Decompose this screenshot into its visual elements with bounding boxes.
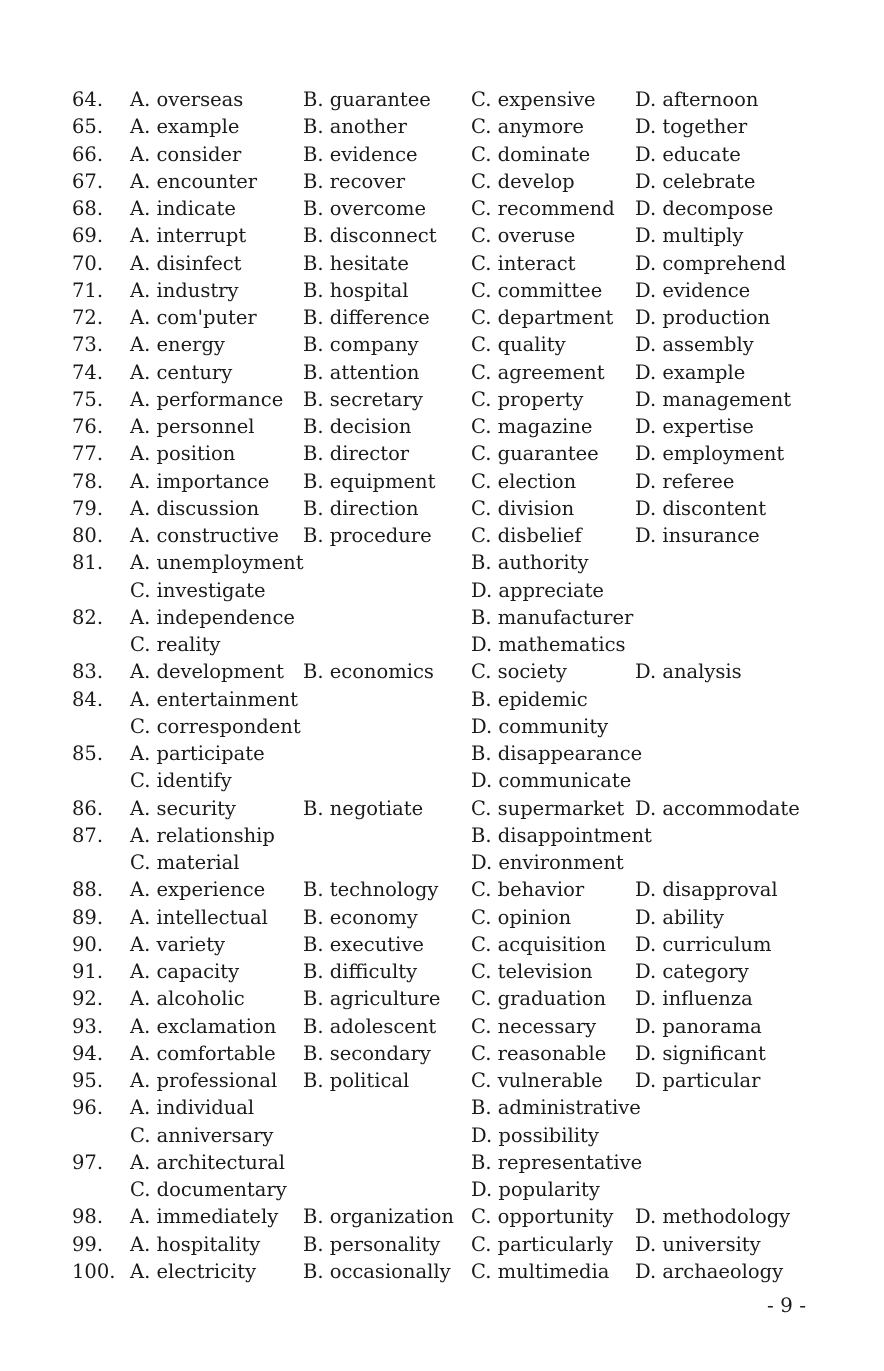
option-b: B. agriculture <box>303 987 441 1011</box>
option-c: C. committee <box>471 278 603 302</box>
question-number: 96. <box>72 1096 104 1120</box>
question-row <box>0 795 884 822</box>
option-a: A. exclamation <box>130 1014 277 1038</box>
option-d: D. significant <box>635 1041 766 1065</box>
question-number: 100. <box>72 1259 116 1283</box>
question-number: 85. <box>72 742 104 765</box>
option-a: C. investigate <box>130 578 266 602</box>
option-b: B. difference <box>303 306 430 329</box>
option-d: D. employment <box>635 442 785 466</box>
option-a: C. identify <box>130 769 232 793</box>
option-c: B. epidemic <box>471 687 588 711</box>
option-a: A. hospitality <box>130 1232 261 1256</box>
question-row <box>0 304 884 331</box>
question-number: 81. <box>72 551 104 575</box>
option-a: A. capacity <box>130 960 240 983</box>
question-number: 82. <box>72 605 104 629</box>
option-c: C. election <box>471 469 577 493</box>
option-c: D. community <box>471 714 609 738</box>
option-d: D. analysis <box>635 660 742 684</box>
option-c: B. authority <box>471 551 589 575</box>
option-d: D. particular <box>635 1069 761 1092</box>
option-a: A. development <box>130 660 284 684</box>
option-b: B. negotiate <box>303 796 424 820</box>
option-c: D. communicate <box>471 769 632 793</box>
option-d: D. insurance <box>635 524 760 547</box>
question-row <box>0 1203 884 1230</box>
question-number: 78. <box>72 469 104 493</box>
question-row <box>0 1122 884 1149</box>
question-number: 88. <box>72 878 104 902</box>
option-c: D. popularity <box>471 1178 600 1201</box>
question-row <box>0 549 884 576</box>
question-number: 91. <box>72 960 104 983</box>
option-d: D. archaeology <box>635 1259 784 1283</box>
option-c: C. behavior <box>471 878 585 902</box>
option-b: B. attention <box>303 360 420 384</box>
question-number: 89. <box>72 905 104 929</box>
option-d: D. decompose <box>635 197 774 220</box>
question-number: 92. <box>72 987 104 1011</box>
option-a: A. intellectual <box>130 905 268 929</box>
option-b: B. director <box>303 442 410 466</box>
option-c: D. appreciate <box>471 578 604 602</box>
option-a: A. experience <box>130 878 266 902</box>
option-a: A. personnel <box>130 415 255 438</box>
question-row <box>0 958 884 985</box>
option-a: C. documentary <box>130 1178 287 1201</box>
option-b: B. equipment <box>303 469 436 493</box>
option-c: C. particularly <box>471 1232 614 1256</box>
option-a: A. consider <box>130 142 242 166</box>
option-d: D. accommodate <box>635 796 800 820</box>
option-d: D. evidence <box>635 278 751 302</box>
option-d: D. methodology <box>635 1205 791 1229</box>
question-row <box>0 1258 884 1285</box>
option-a: A. alcoholic <box>130 987 245 1011</box>
option-a: A. interrupt <box>130 224 247 248</box>
question-row <box>0 767 884 794</box>
option-d: D. celebrate <box>635 169 756 193</box>
option-c: C. supermarket <box>471 796 625 820</box>
question-number: 97. <box>72 1150 104 1174</box>
option-c: B. manufacturer <box>471 605 634 629</box>
option-b: B. economy <box>303 905 418 929</box>
question-row <box>0 740 884 767</box>
question-row <box>0 985 884 1012</box>
question-number: 69. <box>72 224 104 248</box>
option-b: B. guarantee <box>303 88 431 111</box>
option-c: C. acquisition <box>471 932 607 956</box>
option-c: C. opportunity <box>471 1205 614 1229</box>
question-row <box>0 413 884 440</box>
option-c: C. interact <box>471 251 576 275</box>
option-d: D. example <box>635 360 746 384</box>
option-b: B. recover <box>303 169 406 193</box>
option-c: C. recommend <box>471 197 615 220</box>
option-b: B. direction <box>303 496 419 520</box>
option-c: C. television <box>471 960 593 983</box>
option-d: D. afternoon <box>635 88 759 111</box>
option-d: D. assembly <box>635 333 754 357</box>
question-row <box>0 713 884 740</box>
option-c: C. develop <box>471 169 575 193</box>
option-b: B. disconnect <box>303 224 437 248</box>
question-row <box>0 86 884 113</box>
question-number: 99. <box>72 1232 104 1256</box>
question-row <box>0 1067 884 1094</box>
option-a: A. immediately <box>130 1205 279 1229</box>
option-a: A. architectural <box>130 1150 286 1174</box>
option-c: C. guarantee <box>471 442 599 466</box>
option-c: B. disappointment <box>471 823 652 847</box>
question-row <box>0 222 884 249</box>
option-c: C. necessary <box>471 1014 597 1038</box>
question-row <box>0 849 884 876</box>
question-number: 90. <box>72 932 104 956</box>
option-b: B. organization <box>303 1205 454 1229</box>
option-c: C. multimedia <box>471 1259 610 1283</box>
option-c: C. department <box>471 306 614 329</box>
option-a: A. electricity <box>130 1259 257 1283</box>
question-row <box>0 195 884 222</box>
option-d: D. expertise <box>635 415 754 438</box>
option-b: B. executive <box>303 932 424 956</box>
option-c: C. magazine <box>471 415 593 438</box>
question-row <box>0 250 884 277</box>
question-number: 74. <box>72 360 104 384</box>
question-row <box>0 1040 884 1067</box>
option-a: A. indicate <box>130 197 236 220</box>
question-number: 93. <box>72 1014 104 1038</box>
question-row <box>0 577 884 604</box>
question-number: 76. <box>72 415 104 438</box>
option-c: C. reasonable <box>471 1041 607 1065</box>
option-b: B. secretary <box>303 387 423 411</box>
option-a: C. material <box>130 851 240 874</box>
option-a: C. anniversary <box>130 1123 274 1147</box>
question-row <box>0 631 884 658</box>
question-row <box>0 440 884 467</box>
option-d: D. educate <box>635 142 741 166</box>
question-row <box>0 1094 884 1121</box>
option-a: A. industry <box>130 278 239 302</box>
option-d: D. disapproval <box>635 878 778 902</box>
question-number: 75. <box>72 387 104 411</box>
question-row <box>0 522 884 549</box>
option-a: A. security <box>130 796 236 820</box>
option-b: B. company <box>303 333 419 357</box>
question-row <box>0 168 884 195</box>
option-b: B. hesitate <box>303 251 409 275</box>
option-b: B. procedure <box>303 524 432 547</box>
option-b: B. technology <box>303 878 439 902</box>
option-c: C. property <box>471 387 584 411</box>
option-d: D. ability <box>635 905 725 929</box>
question-number: 73. <box>72 333 104 357</box>
option-d: D. multiply <box>635 224 744 248</box>
option-a: A. independence <box>130 605 295 629</box>
question-row <box>0 686 884 713</box>
option-a: A. entertainment <box>130 687 298 711</box>
question-number: 80. <box>72 524 104 547</box>
option-a: A. participate <box>130 742 265 765</box>
question-number: 65. <box>72 115 104 139</box>
option-a: A. disinfect <box>130 251 242 275</box>
option-c: B. administrative <box>471 1096 641 1120</box>
option-c: C. agreement <box>471 360 605 384</box>
question-row <box>0 1231 884 1258</box>
option-a: A. professional <box>130 1069 278 1092</box>
option-a: A. constructive <box>130 524 279 547</box>
option-a: A. overseas <box>130 88 244 111</box>
option-d: D. influenza <box>635 987 753 1011</box>
option-d: D. discontent <box>635 496 767 520</box>
option-d: D. management <box>635 387 792 411</box>
option-a: A. relationship <box>130 823 275 847</box>
question-number: 84. <box>72 687 104 711</box>
option-c: C. opinion <box>471 905 572 929</box>
question-row <box>0 876 884 903</box>
option-a: A. individual <box>130 1096 255 1120</box>
question-number: 83. <box>72 660 104 684</box>
option-c: C. graduation <box>471 987 607 1011</box>
option-a: A. energy <box>130 333 225 357</box>
option-d: D. category <box>635 960 749 983</box>
question-row <box>0 931 884 958</box>
question-number: 94. <box>72 1041 104 1065</box>
page-number: - 9 - <box>767 1293 806 1317</box>
option-a: A. encounter <box>130 169 258 193</box>
question-row <box>0 113 884 140</box>
option-c: C. dominate <box>471 142 591 166</box>
option-b: B. decision <box>303 415 412 438</box>
option-c: D. mathematics <box>471 633 626 656</box>
option-c: D. environment <box>471 851 624 874</box>
question-number: 68. <box>72 197 104 220</box>
option-d: D. curriculum <box>635 932 772 956</box>
option-a: C. reality <box>130 633 221 656</box>
option-c: C. expensive <box>471 88 596 111</box>
question-row <box>0 904 884 931</box>
option-c: B. representative <box>471 1150 643 1174</box>
question-number: 66. <box>72 142 104 166</box>
question-row <box>0 604 884 631</box>
question-number: 67. <box>72 169 104 193</box>
option-b: B. economics <box>303 660 434 684</box>
option-d: D. referee <box>635 469 735 493</box>
option-c: C. disbelief <box>471 524 582 547</box>
question-row <box>0 1013 884 1040</box>
option-c: C. anymore <box>471 115 584 139</box>
question-number: 98. <box>72 1205 104 1229</box>
question-number: 95. <box>72 1069 104 1092</box>
option-c: C. overuse <box>471 224 576 248</box>
option-a: A. performance <box>130 387 284 411</box>
option-b: B. occasionally <box>303 1259 451 1283</box>
option-c: C. society <box>471 660 567 684</box>
option-d: D. production <box>635 306 771 329</box>
option-a: A. importance <box>130 469 270 493</box>
option-c: D. possibility <box>471 1123 599 1147</box>
option-c: C. quality <box>471 333 566 357</box>
option-c: B. disappearance <box>471 742 643 765</box>
question-row <box>0 1149 884 1176</box>
question-row <box>0 141 884 168</box>
option-d: D. panorama <box>635 1014 762 1038</box>
option-b: B. secondary <box>303 1041 431 1065</box>
question-number: 64. <box>72 88 104 111</box>
question-number: 71. <box>72 278 104 302</box>
question-row <box>0 331 884 358</box>
option-a: A. discussion <box>130 496 260 520</box>
question-row <box>0 822 884 849</box>
option-d: D. university <box>635 1232 761 1256</box>
question-row <box>0 359 884 386</box>
option-a: A. century <box>130 360 233 384</box>
option-a: A. example <box>130 115 240 139</box>
option-d: D. comprehend <box>635 251 786 275</box>
option-a: A. comfortable <box>130 1041 276 1065</box>
question-row <box>0 1176 884 1203</box>
question-row <box>0 495 884 522</box>
question-number: 86. <box>72 796 104 820</box>
option-b: B. evidence <box>303 142 418 166</box>
option-a: A. position <box>130 442 236 466</box>
option-b: B. difficulty <box>303 960 418 983</box>
option-a: A. variety <box>130 932 226 956</box>
option-b: B. hospital <box>303 278 409 302</box>
option-b: B. political <box>303 1069 410 1092</box>
option-c: C. division <box>471 496 575 520</box>
question-row <box>0 468 884 495</box>
question-row <box>0 386 884 413</box>
option-b: B. overcome <box>303 197 427 220</box>
option-a: C. correspondent <box>130 714 301 738</box>
question-number: 77. <box>72 442 104 466</box>
option-b: B. another <box>303 115 407 139</box>
question-number: 79. <box>72 496 104 520</box>
question-number: 87. <box>72 823 104 847</box>
option-a: A. com'puter <box>130 306 257 329</box>
option-c: C. vulnerable <box>471 1069 603 1092</box>
question-row <box>0 277 884 304</box>
question-number: 70. <box>72 251 104 275</box>
option-b: B. adolescent <box>303 1014 437 1038</box>
option-b: B. personality <box>303 1232 441 1256</box>
question-number: 72. <box>72 306 104 329</box>
question-row <box>0 658 884 685</box>
option-d: D. together <box>635 115 748 139</box>
option-a: A. unemployment <box>130 551 304 575</box>
